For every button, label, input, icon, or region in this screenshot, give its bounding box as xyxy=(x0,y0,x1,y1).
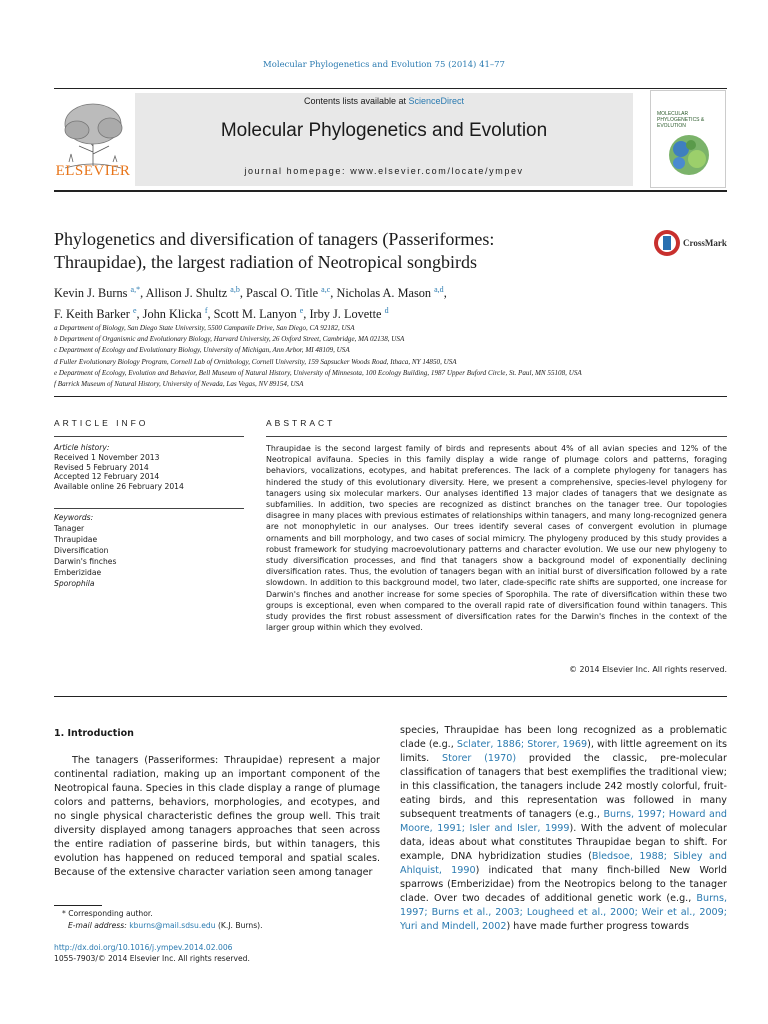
affiliation: b Department of Organismic and Evolutionary Biology, Harvard University, 26 Oxford Street, Cambridge, MA 02138, USA xyxy=(54,335,405,344)
corresponding-author: * Corresponding author. xyxy=(62,909,153,918)
history-revised: Revised 5 February 2014 xyxy=(54,462,149,472)
author-email-link[interactable]: kburns@mail.sdsu.edu xyxy=(129,921,216,930)
keywords-rule xyxy=(54,508,244,509)
journal-title: Molecular Phylogenetics and Evolution xyxy=(220,120,548,141)
abstract-rule xyxy=(266,436,727,437)
article-info-heading: ARTICLE INFO xyxy=(54,418,149,428)
keyword: Thraupidae xyxy=(54,535,98,544)
author-affiliation-marker[interactable]: a,* xyxy=(130,285,141,294)
sciencedirect-link[interactable]: ScienceDirect xyxy=(408,96,465,106)
keyword: Sporophila xyxy=(54,579,95,588)
article-history xyxy=(54,443,249,492)
cover-image xyxy=(661,129,717,181)
affiliations xyxy=(54,323,744,390)
history-online: Available online 26 February 2014 xyxy=(54,482,184,492)
section-rule xyxy=(54,696,727,697)
crossmark-icon[interactable] xyxy=(653,228,681,258)
citation-link[interactable]: Storer (1970) xyxy=(442,753,517,764)
doi-block xyxy=(54,942,384,964)
author-name: John Klicka xyxy=(142,307,205,322)
paper-title xyxy=(54,228,634,274)
contents-prefix: Contents lists available at xyxy=(303,96,409,106)
paper-title-line-1: Phylogenetics and diversification of tanagers (Passeriformes: xyxy=(54,229,495,249)
journal-reference[interactable]: Molecular Phylogenetics and Evolution 75 (2014) 41–77 xyxy=(263,60,505,70)
introduction-right-column xyxy=(400,724,727,934)
citation-link[interactable]: Bledsoe, 1988; Sibley and Ahlquist, 1990 xyxy=(400,851,727,876)
introduction-left-column: The tanagers (Passeriformes: Thraupidae) represent a major continental radiation, making up an important component of the Neotropical fauna. Species in this clade display a range of plumage colors and patterns, behaviors, morphologies, and ecotypes, and no single physical characteristic defines the group well. This trait diversity displayed among tanagers approaches that seen across the entire radiation of passerine birds, but within tanagers, this evolution has happened on reduced temporal and spatial scales. Because of the extensive character variation seen among tanager xyxy=(54,755,380,878)
header-bottom-rule xyxy=(54,190,727,192)
author-affiliation-marker[interactable]: d xyxy=(384,306,389,316)
history-received: Received 1 November 2013 xyxy=(54,452,160,462)
footnote xyxy=(54,908,384,932)
section-rule xyxy=(54,396,727,397)
footnote-rule xyxy=(54,905,102,906)
doi-link[interactable]: http://dx.doi.org/10.1016/j.ympev.2014.02.006 xyxy=(54,943,233,952)
email-suffix: (K.J. Burns). xyxy=(215,921,263,930)
author-name: Pascal O. Title xyxy=(246,286,322,301)
keywords xyxy=(54,512,249,589)
affiliation: e Department of Ecology, Evolution and Behavior, Bell Museum of Natural History, University of Minnesota, 100 Ecology Building, 1987 Upper Buford Circle, St. Paul, MN 55108, USA xyxy=(54,368,582,377)
abstract-copyright: © 2014 Elsevier Inc. All rights reserved. xyxy=(569,665,727,674)
contents-available xyxy=(135,96,633,106)
citation-link[interactable]: Sclater, 1886; Storer, 1969 xyxy=(456,739,588,750)
abstract-text: Thraupidae is the second largest family of birds and represents about 4% of all avian species and 12% of the Neotropical avifauna. Species in this family display a wide range of plumage colors and patterns, foraging behaviors, vocalizations, ecotypes, and habitat preferences. The lack of a complete phylogeny for tanagers has hindered the study of this evolutionary diversity. Here, we present a comprehensive, species-level phylogeny for tanagers using six molecular markers. Our analyses identified 13 major clades of tanagers that we designate as subfamilies. In addition, two species are recognized as distinct branches on the tanager tree. Our topologies disagree in many places with previous estimates of relationships within tanagers, and many long-recognized genera are not monophyletic in our analyses. Our trees identify several cases of convergent evolution in plumage ornaments and bill morphology, and two cases of social mimicry. The phylogeny produced by this study provides a robust framework for studying macroevolutionary patterns and character evolution. We use our new phylogeny to study diversification processes, and find that tanagers show a background model of exponentially declining diversification rates. Thus, the evolution of tanagers began with an initial burst of diversification followed by a rate slowdown. In addition to this background model, two later, clade-specific rate shifts are supported, one increase for Darwin's finches and another increase for some species of Sporophila. The rate of diversification within these two groups is exceptional, even when compared to the overall rapid rate of diversification found within tanagers. This study provides the first robust assessment of diversification rates for the Darwin's finches in the context of the larger group within which they evolved. xyxy=(266,444,727,633)
keyword: Tanager xyxy=(54,524,85,533)
history-accepted: Accepted 12 February 2014 xyxy=(54,472,160,482)
keywords-label: Keywords: xyxy=(54,513,94,522)
cover-title: MOLECULAR PHYLOGENETICS & EVOLUTION xyxy=(657,111,705,129)
introduction-heading: 1. Introduction xyxy=(54,728,134,739)
publisher-name: ELSEVIER xyxy=(55,163,131,179)
citation-link[interactable]: Burns, 1997; Howard and Moore, 1991; Isler and Isler, 1999 xyxy=(400,809,727,834)
body-text: ) have made further progress towards xyxy=(506,921,689,932)
author-affiliation-marker[interactable]: a,d xyxy=(434,285,444,294)
author-affiliation-marker[interactable]: e xyxy=(299,306,304,316)
crossmark-label[interactable]: CrossMark xyxy=(683,238,727,248)
body-text: species, Thraupidae has been long recognized as a problematic clade (e.g., xyxy=(400,725,727,750)
history-label: Article history: xyxy=(54,443,110,452)
citation-link[interactable]: Burns, 1997; Burns et al., 2003; Lougheed et al., 2000; Weir et al., 2009; Yuri and Mindell, 2002 xyxy=(400,893,727,932)
author-name: F. Keith Barker xyxy=(54,307,133,322)
author-name: Nicholas A. Mason xyxy=(336,286,435,301)
keyword: Emberizidae xyxy=(54,568,102,577)
body-text: ) indicated that many finch-billed New World sparrows (Emberizidae) from the Neotropics belong to the tanager clade. Over two decades of additional genetic work (e.g., xyxy=(400,865,727,904)
author-name: Kevin J. Burns xyxy=(54,286,131,301)
author-name: Irby J. Lovette xyxy=(309,307,385,322)
header-top-rule xyxy=(54,88,727,89)
abstract-heading: ABSTRACT xyxy=(266,418,336,428)
author-name: Scott M. Lanyon xyxy=(213,307,300,322)
journal-homepage[interactable]: journal homepage: www.elsevier.com/locate/ympev xyxy=(244,166,524,176)
author-affiliation-marker[interactable]: f xyxy=(204,306,208,316)
body-text: ). With the advent of molecular data, ideas about what constitutes Thraupidae began to shift. For example, DNA hybridization studies ( xyxy=(400,823,727,862)
author-affiliation-marker[interactable]: a,b xyxy=(230,285,240,294)
paper-title-line-2: Thraupidae), the largest radiation of Neotropical songbirds xyxy=(54,252,478,272)
email-label: E-mail address: xyxy=(68,921,130,930)
journal-cover-thumbnail xyxy=(650,90,726,188)
body-text: provided the classic, pre-molecular classification of tanagers that best exemplifies the traditional view; in this classification, the tanagers include 242 mostly colorful, fruit-eating birds, and this representation was followed in many subsequent treatments of tanagers (e.g., xyxy=(400,753,727,820)
author-affiliation-marker[interactable]: a,c xyxy=(321,285,331,294)
affiliation: f Barrick Museum of Natural History, University of Nevada, Las Vegas, NV 89154, USA xyxy=(54,380,304,389)
author-name: Allison J. Shultz xyxy=(145,286,231,301)
body-text: ), with little agreement on its limits. xyxy=(400,739,727,764)
article-info-rule xyxy=(54,436,244,437)
keyword: Diversification xyxy=(54,546,109,555)
author-list: Kevin J. Burns $^{a,*}$, Allison J. Shultz $^{a,b}$, Pascal O. Title $^{a,c}$, Nicholas A. Mason $^{a,d}$, F. Keith Barker $^e$, John Klicka $^f$, Scott M. Lanyon $^e$, Irby J. Lovette $^d$ xyxy=(54,285,447,322)
affiliation: c Department of Ecology and Evolutionary Biology, University of Michigan, Ann Arbor, MI 48109, USA xyxy=(54,346,350,355)
author-affiliation-marker[interactable]: e xyxy=(132,306,137,316)
affiliation: a Department of Biology, San Diego State University, 5500 Campanile Drive, San Diego, CA 92182, USA xyxy=(54,324,355,332)
issn-line: 1055-7903/© 2014 Elsevier Inc. All rights reserved. xyxy=(54,954,250,963)
affiliation: d Fuller Evolutionary Biology Program, Cornell Lab of Ornithology, Cornell University, 159 Sapsucker Woods Road, Ithaca, NY 14850, USA xyxy=(54,357,457,366)
keyword: Darwin's finches xyxy=(54,557,117,566)
